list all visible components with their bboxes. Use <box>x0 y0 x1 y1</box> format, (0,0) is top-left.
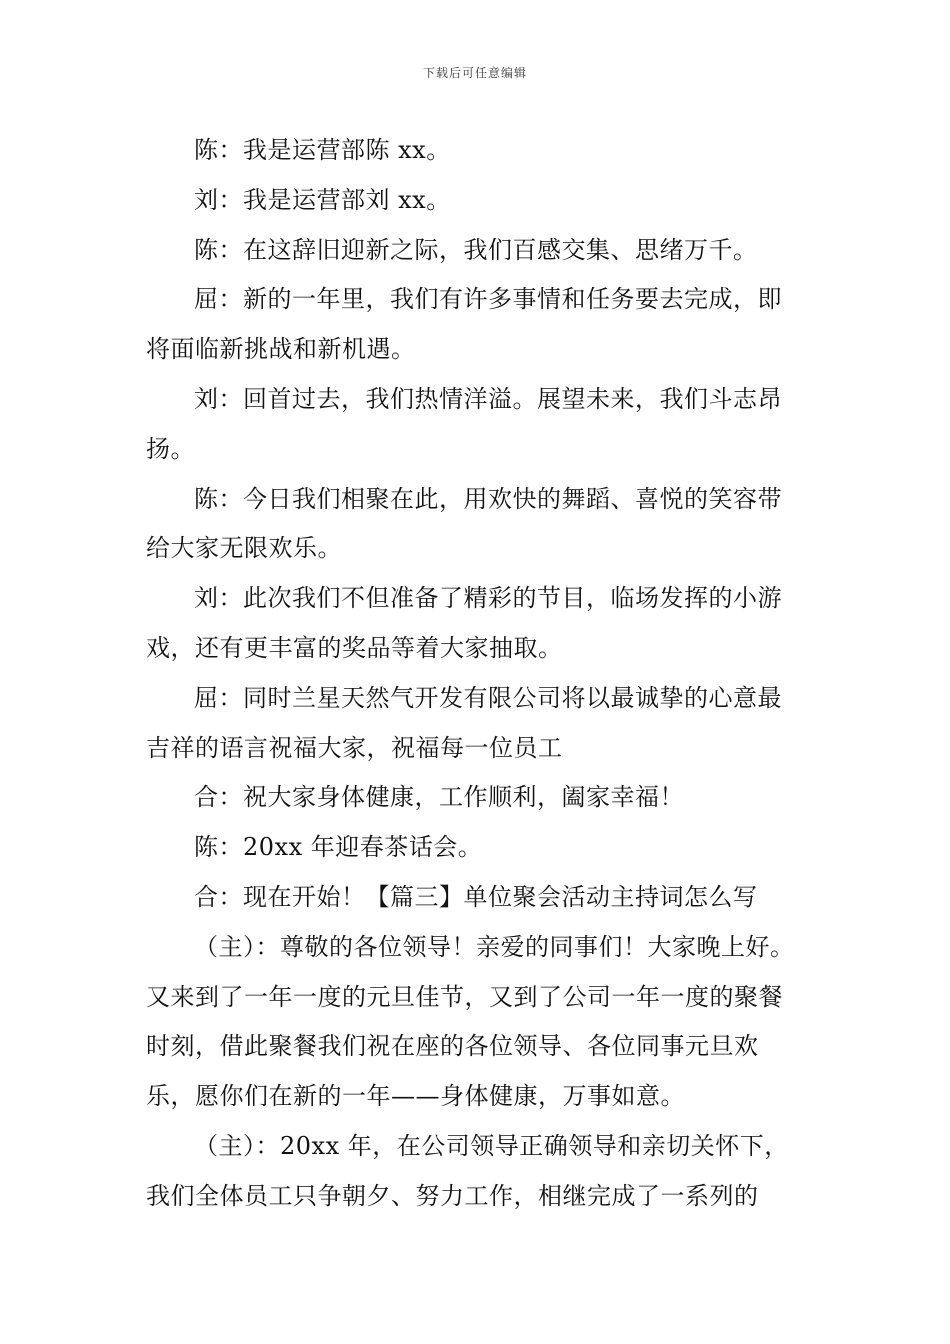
paragraph-liu-intro: 刘：我是运营部刘 xx。 <box>194 185 451 214</box>
paragraph-together-start: 合：现在开始！【篇三】单位聚会活动主持词怎么写 <box>194 882 758 911</box>
paragraph-host-year-review: （主）：20xx 年，在公司领导正确领导和亲切关怀下，我们全体员工只争朝夕、努力工作，相继完成了一系列的 <box>146 1131 789 1210</box>
paragraph-qu-blessing: 屈：同时兰星天然气开发有限公司将以最诚挚的心意最吉祥的语言祝福大家，祝福每一位员工 <box>146 683 782 762</box>
paragraph-host-greeting: （主）：尊敬的各位领导！亲爱的同事们！大家晚上好。又来到了一年一度的元旦佳节，又到了公司一年一度的聚餐时刻，借此聚餐我们祝在座的各位领导、各位同事元旦欢乐，愿你们在新的一年——身体健康，万事如意。 <box>146 932 795 1111</box>
paragraph-together-wish: 合：祝大家身体健康，工作顺利，阖家幸福！ <box>194 783 684 812</box>
page-header: 下载后可任意编辑 <box>422 66 527 80</box>
paragraph-qu-new-year: 屈：新的一年里，我们有许多事情和任务要去完成，即将面临新挑战和新机遇。 <box>146 285 782 364</box>
paragraph-liu-program: 刘：此次我们不但准备了精彩的节目，临场发挥的小游戏，还有更丰富的奖品等着大家抽取。 <box>146 584 782 662</box>
paragraph-liu-review: 刘：回首过去，我们热情洋溢。展望未来，我们斗志昂扬。 <box>146 384 782 463</box>
document-body <box>146 126 806 1222</box>
paragraph-chen-event: 陈：20xx 年迎春茶话会。 <box>194 833 483 862</box>
paragraph-chen-gathering: 陈：今日我们相聚在此，用欢快的舞蹈、喜悦的笑容带给大家无限欢乐。 <box>146 484 782 563</box>
paragraph-chen-intro: 陈：我是运营部陈 xx。 <box>194 136 451 164</box>
paragraph-chen-farewell: 陈：在这辞旧迎新之际，我们百感交集、思绪万千。 <box>194 235 758 264</box>
